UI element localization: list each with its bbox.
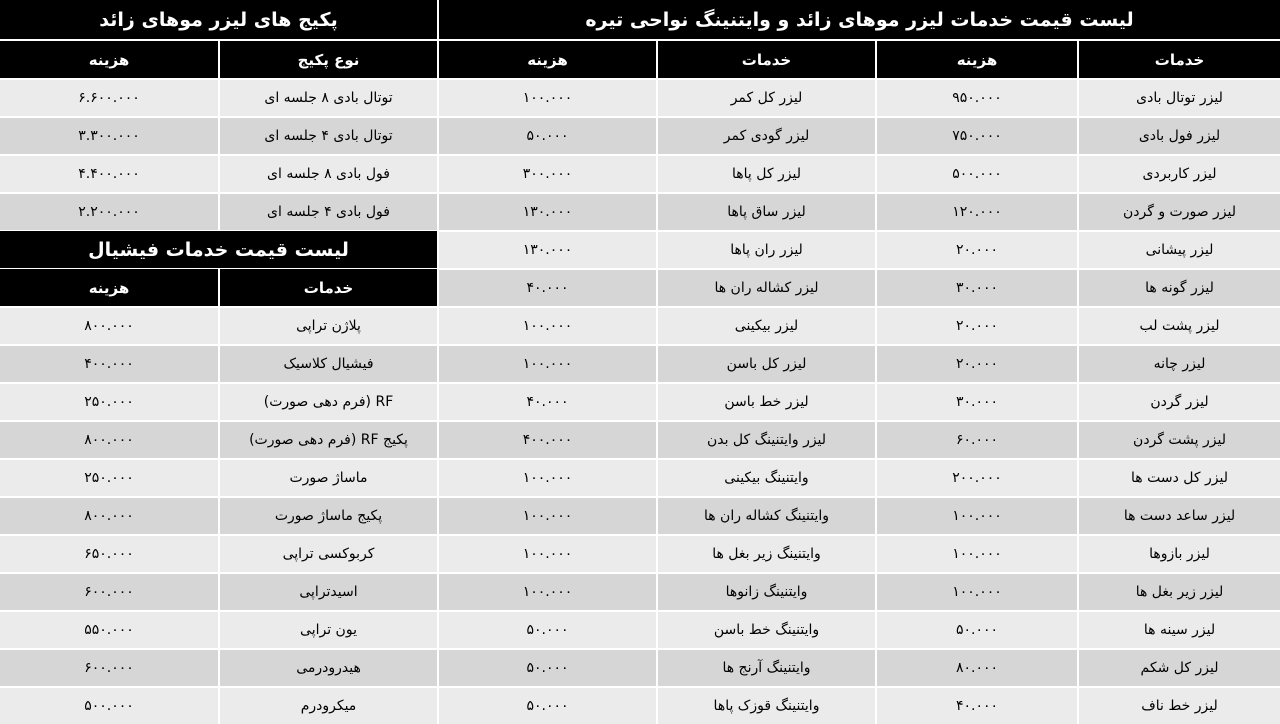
column-separator — [218, 460, 220, 496]
laser-service-a: لیزر فول بادی — [1138, 128, 1221, 144]
laser-price-a: ۱۰۰.۰۰۰ — [952, 508, 1002, 524]
column-separator — [656, 460, 658, 496]
laser-price-a: ۲۰.۰۰۰ — [955, 318, 999, 334]
laser-price-b: ۴۰.۰۰۰ — [526, 280, 569, 296]
column-separator — [656, 536, 658, 572]
laser-price-b: ۳۰۰.۰۰۰ — [522, 166, 573, 182]
laser-table-row — [439, 688, 1280, 724]
column-separator — [875, 118, 877, 154]
laser-service-b: وایتنینگ قوزک پاها — [713, 698, 820, 714]
laser-price-a: ۱۲۰.۰۰۰ — [952, 204, 1002, 220]
laser-service-a: لیزر گونه ها — [1145, 280, 1214, 296]
laser-table-row — [439, 308, 1280, 344]
laser-table-row — [439, 270, 1280, 306]
laser-service-a: لیزر پشت گردن — [1133, 432, 1226, 448]
facial-service-price: ۶۰۰.۰۰۰ — [84, 584, 134, 600]
column-separator — [1077, 574, 1079, 610]
facial-service-name: کربوکسی تراپی — [282, 546, 375, 562]
laser-service-a: لیزر کاربردی — [1142, 166, 1217, 182]
laser-price-b: ۵۰.۰۰۰ — [526, 128, 569, 144]
laser-price-b: ۵۰.۰۰۰ — [526, 622, 569, 638]
laser-price-a: ۷۵۰.۰۰۰ — [952, 128, 1002, 144]
laser-service-a: لیزر ساعد دست ها — [1123, 508, 1236, 524]
laser-service-b: لیزر وایتنینگ کل بدن — [706, 432, 827, 448]
laser-service-b: لیزر ساق پاها — [727, 204, 806, 220]
laser-service-a: لیزر سینه ها — [1143, 622, 1216, 638]
laser-service-a: لیزر پشت لب — [1139, 318, 1220, 334]
facial-row — [0, 384, 437, 420]
laser-table-row — [439, 194, 1280, 230]
laser-price-b: ۱۰۰.۰۰۰ — [522, 318, 573, 334]
laser-price-b: ۱۰۰.۰۰۰ — [522, 546, 573, 562]
laser-table-row — [439, 384, 1280, 420]
column-separator — [218, 574, 220, 610]
facial-service-name: اسیدتراپی — [299, 584, 358, 600]
column-separator — [218, 118, 220, 154]
laser-table-row — [439, 536, 1280, 572]
column-separator — [875, 574, 877, 610]
column-separator — [875, 80, 877, 116]
laser-service-a: لیزر گردن — [1150, 394, 1209, 410]
package-row — [0, 156, 437, 192]
facial-row — [0, 460, 437, 496]
facial-service-price: ۸۰۰.۰۰۰ — [84, 318, 134, 334]
column-separator — [656, 650, 658, 686]
column-separator — [875, 460, 877, 496]
facial-service-name: فیشیال کلاسیک — [283, 356, 374, 372]
column-separator — [1077, 308, 1079, 344]
facial-service-price: ۵۵۰.۰۰۰ — [84, 622, 134, 638]
laser-price-b: ۱۰۰.۰۰۰ — [522, 584, 573, 600]
column-separator — [218, 650, 220, 686]
package-row — [0, 194, 437, 230]
laser-price-a: ۱۰۰.۰۰۰ — [952, 584, 1002, 600]
laser-price-a: ۴۰.۰۰۰ — [955, 698, 999, 714]
column-separator — [218, 80, 220, 116]
column-separator — [656, 156, 658, 192]
column-separator — [875, 612, 877, 648]
facial-row — [0, 346, 437, 382]
laser-service-a: لیزر کل دست ها — [1131, 470, 1228, 486]
laser-col-price-a-header: هزینه — [877, 41, 1077, 78]
laser-service-a: لیزر پیشانی — [1145, 242, 1214, 258]
package-name: توتال بادی ۸ جلسه ای — [264, 90, 393, 106]
facial-service-name: یون تراپی — [300, 622, 357, 638]
facial-service-price: ۲۵۰.۰۰۰ — [84, 394, 134, 410]
laser-service-a: لیزر چانه — [1153, 356, 1206, 372]
package-name: توتال بادی ۴ جلسه ای — [264, 128, 393, 144]
laser-price-b: ۱۰۰.۰۰۰ — [522, 356, 573, 372]
laser-table-row — [439, 118, 1280, 154]
column-separator — [218, 384, 220, 420]
column-separator — [1077, 80, 1079, 116]
facial-row — [0, 422, 437, 458]
laser-table-row — [439, 460, 1280, 496]
laser-service-a: لیزر کل شکم — [1140, 660, 1219, 676]
facial-row — [0, 574, 437, 610]
package-row — [0, 118, 437, 154]
package-price: ۳.۳۰۰.۰۰۰ — [78, 128, 140, 144]
column-separator — [1077, 232, 1079, 268]
laser-price-b: ۴۰.۰۰۰ — [526, 394, 569, 410]
laser-price-b: ۱۳۰.۰۰۰ — [522, 204, 573, 220]
column-separator — [656, 118, 658, 154]
laser-col-service-b-header: خدمات — [658, 41, 875, 78]
laser-price-a: ۳۰.۰۰۰ — [955, 394, 999, 410]
laser-price-b: ۱۰۰.۰۰۰ — [522, 470, 573, 486]
laser-price-a: ۲۰.۰۰۰ — [955, 242, 999, 258]
column-separator — [1077, 194, 1079, 230]
section-divider — [437, 0, 439, 720]
laser-service-b: لیزر کل پاها — [732, 166, 801, 182]
facial-service-price: ۴۰۰.۰۰۰ — [84, 356, 134, 372]
laser-price-a: ۱۰۰.۰۰۰ — [952, 546, 1002, 562]
facial-service-name: RF (فرم دهی صورت) — [263, 394, 394, 410]
laser-price-a: ۲۰۰.۰۰۰ — [952, 470, 1002, 486]
package-row — [0, 80, 437, 116]
column-separator — [875, 270, 877, 306]
laser-service-a: لیزر بازوها — [1149, 546, 1210, 562]
laser-table-row — [439, 574, 1280, 610]
column-separator — [1077, 612, 1079, 648]
package-price: ۴.۴۰۰.۰۰۰ — [78, 166, 140, 182]
laser-table-row — [439, 422, 1280, 458]
laser-service-a: لیزر زیر بغل ها — [1135, 584, 1224, 600]
packages-section-title: پکیج های لیزر موهای زائد — [0, 0, 437, 39]
facial-section-title: لیست قیمت خدمات فیشیال — [0, 231, 437, 268]
facial-row — [0, 536, 437, 572]
laser-col-price-b-header: هزینه — [439, 41, 656, 78]
column-separator — [875, 308, 877, 344]
facial-col-price-header: هزینه — [0, 269, 218, 306]
packages-col-name-header: نوع پکیج — [220, 41, 437, 78]
column-separator — [1077, 118, 1079, 154]
laser-table-row — [439, 498, 1280, 534]
facial-service-name: میکرودرم — [300, 698, 357, 714]
laser-price-a: ۳۰.۰۰۰ — [955, 280, 999, 296]
facial-service-name: هیدرودرمی — [296, 660, 361, 676]
laser-service-b: لیزر ران پاها — [730, 242, 803, 258]
facial-service-name: پلاژن تراپی — [296, 318, 361, 334]
laser-table-row — [439, 156, 1280, 192]
facial-row — [0, 498, 437, 534]
facial-row — [0, 308, 437, 344]
laser-price-b: ۵۰.۰۰۰ — [526, 698, 569, 714]
laser-price-b: ۴۰۰.۰۰۰ — [522, 432, 573, 448]
laser-price-b: ۱۰۰.۰۰۰ — [522, 90, 573, 106]
column-separator — [656, 498, 658, 534]
column-separator — [1077, 460, 1079, 496]
facial-service-price: ۲۵۰.۰۰۰ — [84, 470, 134, 486]
column-separator — [656, 80, 658, 116]
laser-price-a: ۵۰.۰۰۰ — [955, 622, 999, 638]
column-separator — [875, 688, 877, 724]
column-separator — [218, 346, 220, 382]
column-separator — [1077, 498, 1079, 534]
laser-service-b: وایتنینگ زیر بغل ها — [712, 546, 821, 562]
column-separator — [656, 574, 658, 610]
column-separator — [875, 650, 877, 686]
column-separator — [656, 422, 658, 458]
laser-service-b: لیزر خط باسن — [724, 394, 809, 410]
laser-table-row — [439, 232, 1280, 268]
laser-service-b: لیزر کل کمر — [730, 90, 803, 106]
column-separator — [218, 308, 220, 344]
laser-price-b: ۱۳۰.۰۰۰ — [522, 242, 573, 258]
column-separator — [656, 384, 658, 420]
column-separator — [1077, 270, 1079, 306]
column-separator — [1077, 384, 1079, 420]
laser-price-a: ۲۰.۰۰۰ — [955, 356, 999, 372]
column-separator — [656, 270, 658, 306]
package-price: ۲.۲۰۰.۰۰۰ — [78, 204, 140, 220]
facial-service-name: پکیج ماساژ صورت — [274, 508, 383, 524]
facial-service-price: ۵۰۰.۰۰۰ — [84, 698, 134, 714]
column-separator — [656, 688, 658, 724]
laser-price-a: ۹۵۰.۰۰۰ — [952, 90, 1002, 106]
column-separator — [218, 612, 220, 648]
column-separator — [875, 346, 877, 382]
column-separator — [218, 194, 220, 230]
facial-service-price: ۶۰۰.۰۰۰ — [84, 660, 134, 676]
column-separator — [218, 422, 220, 458]
column-separator — [1077, 650, 1079, 686]
laser-service-b: لیزر کل باسن — [726, 356, 807, 372]
column-separator — [656, 346, 658, 382]
package-name: فول بادی ۸ جلسه ای — [267, 166, 390, 182]
laser-price-b: ۱۰۰.۰۰۰ — [522, 508, 573, 524]
column-separator — [875, 498, 877, 534]
laser-table-row — [439, 612, 1280, 648]
facial-service-price: ۶۵۰.۰۰۰ — [84, 546, 134, 562]
laser-service-b: لیزر کشاله ران ها — [714, 280, 819, 296]
facial-row — [0, 688, 437, 724]
column-separator — [1077, 536, 1079, 572]
column-separator — [218, 156, 220, 192]
laser-service-a: لیزر خط ناف — [1141, 698, 1218, 714]
facial-col-name-header: خدمات — [220, 269, 437, 306]
laser-service-b: وایتنینگ خط باسن — [713, 622, 820, 638]
laser-service-b: لیزر بیکینی — [734, 318, 799, 334]
column-separator — [656, 194, 658, 230]
laser-section-title: لیست قیمت خدمات لیزر موهای زائد و وایتنینگ نواحی تیره — [439, 0, 1280, 39]
laser-col-service-a-header: خدمات — [1079, 41, 1280, 78]
facial-service-name: ماساژ صورت — [289, 470, 368, 486]
column-separator — [875, 232, 877, 268]
facial-service-price: ۸۰۰.۰۰۰ — [84, 432, 134, 448]
laser-service-b: وایتنینگ بیکینی — [724, 470, 809, 486]
facial-row — [0, 612, 437, 648]
column-separator — [656, 612, 658, 648]
laser-table-row — [439, 650, 1280, 686]
column-separator — [1077, 156, 1079, 192]
column-separator — [875, 536, 877, 572]
laser-table-row — [439, 346, 1280, 382]
laser-service-b: وایتنینگ کشاله ران ها — [703, 508, 830, 524]
package-name: فول بادی ۴ جلسه ای — [267, 204, 390, 220]
column-separator — [1077, 346, 1079, 382]
packages-col-price-header: هزینه — [0, 41, 218, 78]
laser-price-a: ۸۰.۰۰۰ — [955, 660, 999, 676]
column-separator — [656, 308, 658, 344]
package-price: ۶.۶۰۰.۰۰۰ — [78, 90, 140, 106]
column-separator — [875, 422, 877, 458]
laser-service-b: وایتنینگ زانوها — [725, 584, 808, 600]
column-separator — [218, 688, 220, 724]
laser-price-a: ۵۰۰.۰۰۰ — [952, 166, 1002, 182]
laser-service-a: لیزر توتال بادی — [1136, 90, 1223, 106]
column-separator — [1077, 688, 1079, 724]
column-separator — [875, 384, 877, 420]
laser-service-a: لیزر صورت و گردن — [1122, 204, 1237, 220]
column-separator — [218, 498, 220, 534]
laser-service-b: لیزر گودی کمر — [723, 128, 810, 144]
laser-table-row — [439, 80, 1280, 116]
laser-service-b: وایتنینگ آرنج ها — [722, 660, 811, 676]
column-separator — [875, 156, 877, 192]
column-separator — [218, 536, 220, 572]
column-separator — [1077, 422, 1079, 458]
laser-price-b: ۵۰.۰۰۰ — [526, 660, 569, 676]
column-separator — [656, 232, 658, 268]
column-separator — [875, 194, 877, 230]
facial-service-name: پکیج RF (فرم دهی صورت) — [249, 432, 408, 448]
facial-row — [0, 650, 437, 686]
facial-service-price: ۸۰۰.۰۰۰ — [84, 508, 134, 524]
laser-price-a: ۶۰.۰۰۰ — [955, 432, 999, 448]
